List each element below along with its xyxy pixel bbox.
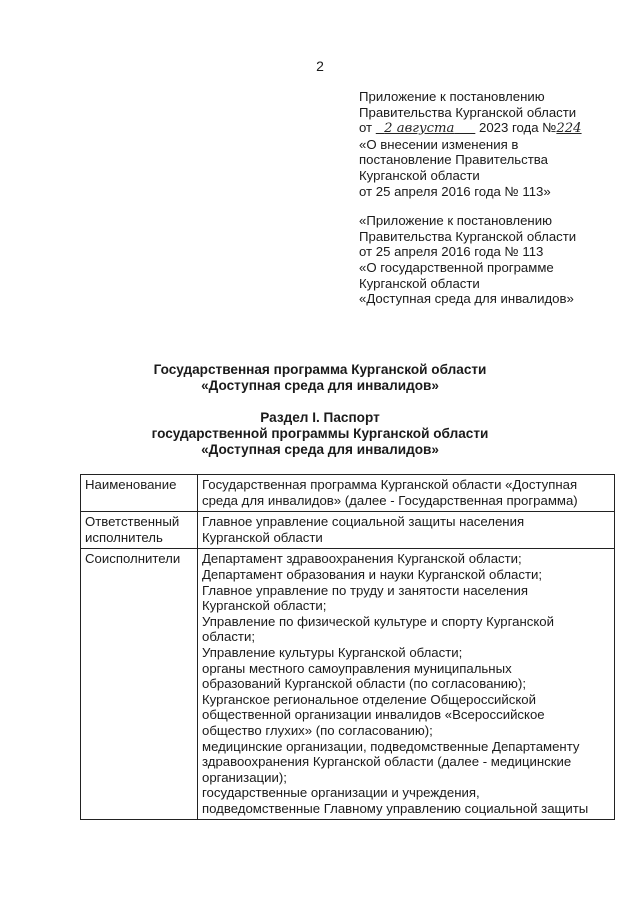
handwritten-date-text: 2 августа (384, 121, 455, 137)
appendix-line: Правительства Курганской области (359, 228, 577, 244)
row-label (81, 475, 198, 512)
label-text: исполнитель (85, 529, 163, 545)
handwritten-number: 224 (556, 121, 582, 137)
section-title-line: государственной программы Курганской области (151, 426, 489, 441)
row-value (198, 549, 615, 820)
appendix-line: Курганской области (359, 167, 480, 183)
section-title-line: «Доступная среда для инвалидов» (201, 442, 439, 457)
value-line: организации); (202, 769, 287, 785)
appendix-line: «Приложение к постановлению (359, 213, 552, 229)
label-text: Наименование (85, 477, 177, 492)
appendix-line: «О внесении изменения в (359, 136, 519, 152)
table-row (81, 475, 615, 512)
appendix-line: «Доступная среда для инвалидов» (359, 291, 574, 307)
value-line: Департамент здравоохранения Курганской области; (202, 551, 522, 567)
value-line: здравоохранения Курганской области (далее - медицинские (202, 754, 572, 770)
table-row (81, 549, 615, 820)
value-line: подведомственные Главному управлению социальной защиты (202, 800, 589, 816)
value-line: Департамент образования и науки Курганской области; (202, 566, 543, 582)
program-title-line: «Доступная среда для инвалидов» (201, 378, 439, 393)
appendix-line: «О государственной программе (359, 259, 554, 275)
appendix-line: Курганской области (359, 275, 480, 291)
row-label (81, 512, 198, 549)
appendix-header (359, 89, 629, 307)
appendix-line: Приложение к постановлению (359, 89, 545, 104)
value-line: Государственная программа Курганской области «Доступная (202, 477, 578, 492)
value-line: медицинские организации, подведомственные Департаменту (202, 738, 580, 754)
value-line: общество глухих» (по согласованию); (202, 722, 433, 738)
label-text: Ответственный (85, 514, 180, 530)
value-line: Управление по физической культуре и спорту Курганской (202, 613, 554, 629)
passport-table (80, 474, 615, 820)
appendix-line: от 25 апреля 2016 года № 113 (359, 244, 544, 260)
value-line: образований Курганской области (по согласованию); (202, 676, 526, 692)
table-row (81, 512, 615, 549)
row-label (81, 549, 198, 820)
appendix-date-line (359, 120, 629, 137)
value-line: Главное управление по труду и занятости населения (202, 582, 528, 598)
row-value (198, 475, 615, 512)
value-line: области; (202, 629, 255, 645)
row-value (198, 512, 615, 549)
handwritten-date (376, 121, 476, 136)
appendix-line: постановление Правительства (359, 152, 548, 168)
value-line: общественной организации инвалидов «Всероссийское (202, 707, 545, 723)
appendix-from: от (359, 120, 373, 136)
section-title-line: Раздел I. Паспорт (260, 410, 380, 425)
value-line: государственные организации и учреждения, (202, 785, 480, 801)
value-line: органы местного самоуправления муниципальных (202, 660, 512, 676)
appendix-line: от 25 апреля 2016 года № 113» (359, 183, 551, 199)
page-number: 2 (316, 58, 324, 74)
value-line: Управление культуры Курганской области; (202, 644, 463, 660)
section-title (0, 410, 640, 458)
value-line: Главное управление социальной защиты населения (202, 514, 525, 530)
value-line: Курганское региональное отделение Общероссийской (202, 691, 536, 707)
value-line: среда для инвалидов» (далее - Государственная программа) (202, 492, 578, 508)
appendix-line: Правительства Курганской области (359, 104, 577, 120)
appendix-year: 2023 года № (478, 120, 557, 136)
label-text: Соисполнители (85, 551, 181, 567)
value-line: Курганской области; (202, 598, 327, 614)
program-title (0, 362, 640, 394)
value-line: Курганской области (202, 529, 323, 545)
program-title-line: Государственная программа Курганской области (153, 362, 487, 377)
